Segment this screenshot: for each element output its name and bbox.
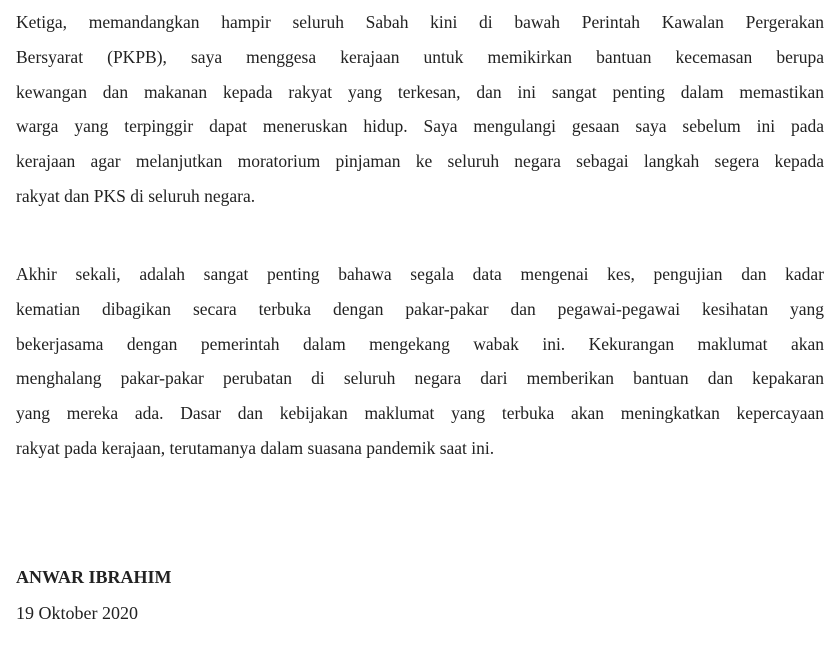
- signature-date: 19 Oktober 2020: [16, 603, 138, 623]
- text-line: kewangan dan makanan kepada rakyat yang terkesan, dan ini sangat penting dalam memastikan: [16, 81, 824, 102]
- text-line: kematian dibagikan secara terbuka dengan pakar-pakar dan pegawai-pegawai kesihatan yang: [16, 298, 824, 319]
- text-line: Akhir sekali, adalah sangat penting bahawa segala data mengenai kes, pengujian dan kadar: [16, 264, 824, 284]
- paragraph-data-transparency: [16, 257, 824, 466]
- text-line: kerajaan agar melanjutkan moratorium pinjaman ke seluruh negara sebagai langkah segera kepada: [16, 151, 824, 172]
- text-line: yang mereka ada. Dasar dan kebijakan maklumat yang terbuka akan meningkatkan kepercayaan: [16, 403, 824, 424]
- text-line: rakyat pada kerajaan, terutamanya dalam suasana pandemik saat ini.: [16, 437, 495, 458]
- text-line: Bersyarat (PKPB), saya menggesa kerajaan untuk memikirkan bantuan kecemasan berupa: [16, 46, 824, 67]
- text-line: menghalang pakar-pakar perubatan di seluruh negara dari memberikan bantuan dan kepakaran: [16, 368, 824, 389]
- text-line: rakyat dan PKS di seluruh negara.: [16, 185, 256, 206]
- text-line: warga yang terpinggir dapat meneruskan hidup. Saya mengulangi gesaan saya sebelum ini pada: [16, 116, 824, 137]
- signature-name: ANWAR IBRAHIM: [16, 567, 172, 587]
- text-line: Ketiga, memandangkan hampir seluruh Sabah kini di bawah Perintah Kawalan Pergerakan: [16, 12, 824, 32]
- text-line: bekerjasama dengan pemerintah dalam mengekang wabak ini. Kekurangan maklumat akan: [16, 333, 824, 354]
- paragraph-sabah-pkpb: [16, 5, 824, 214]
